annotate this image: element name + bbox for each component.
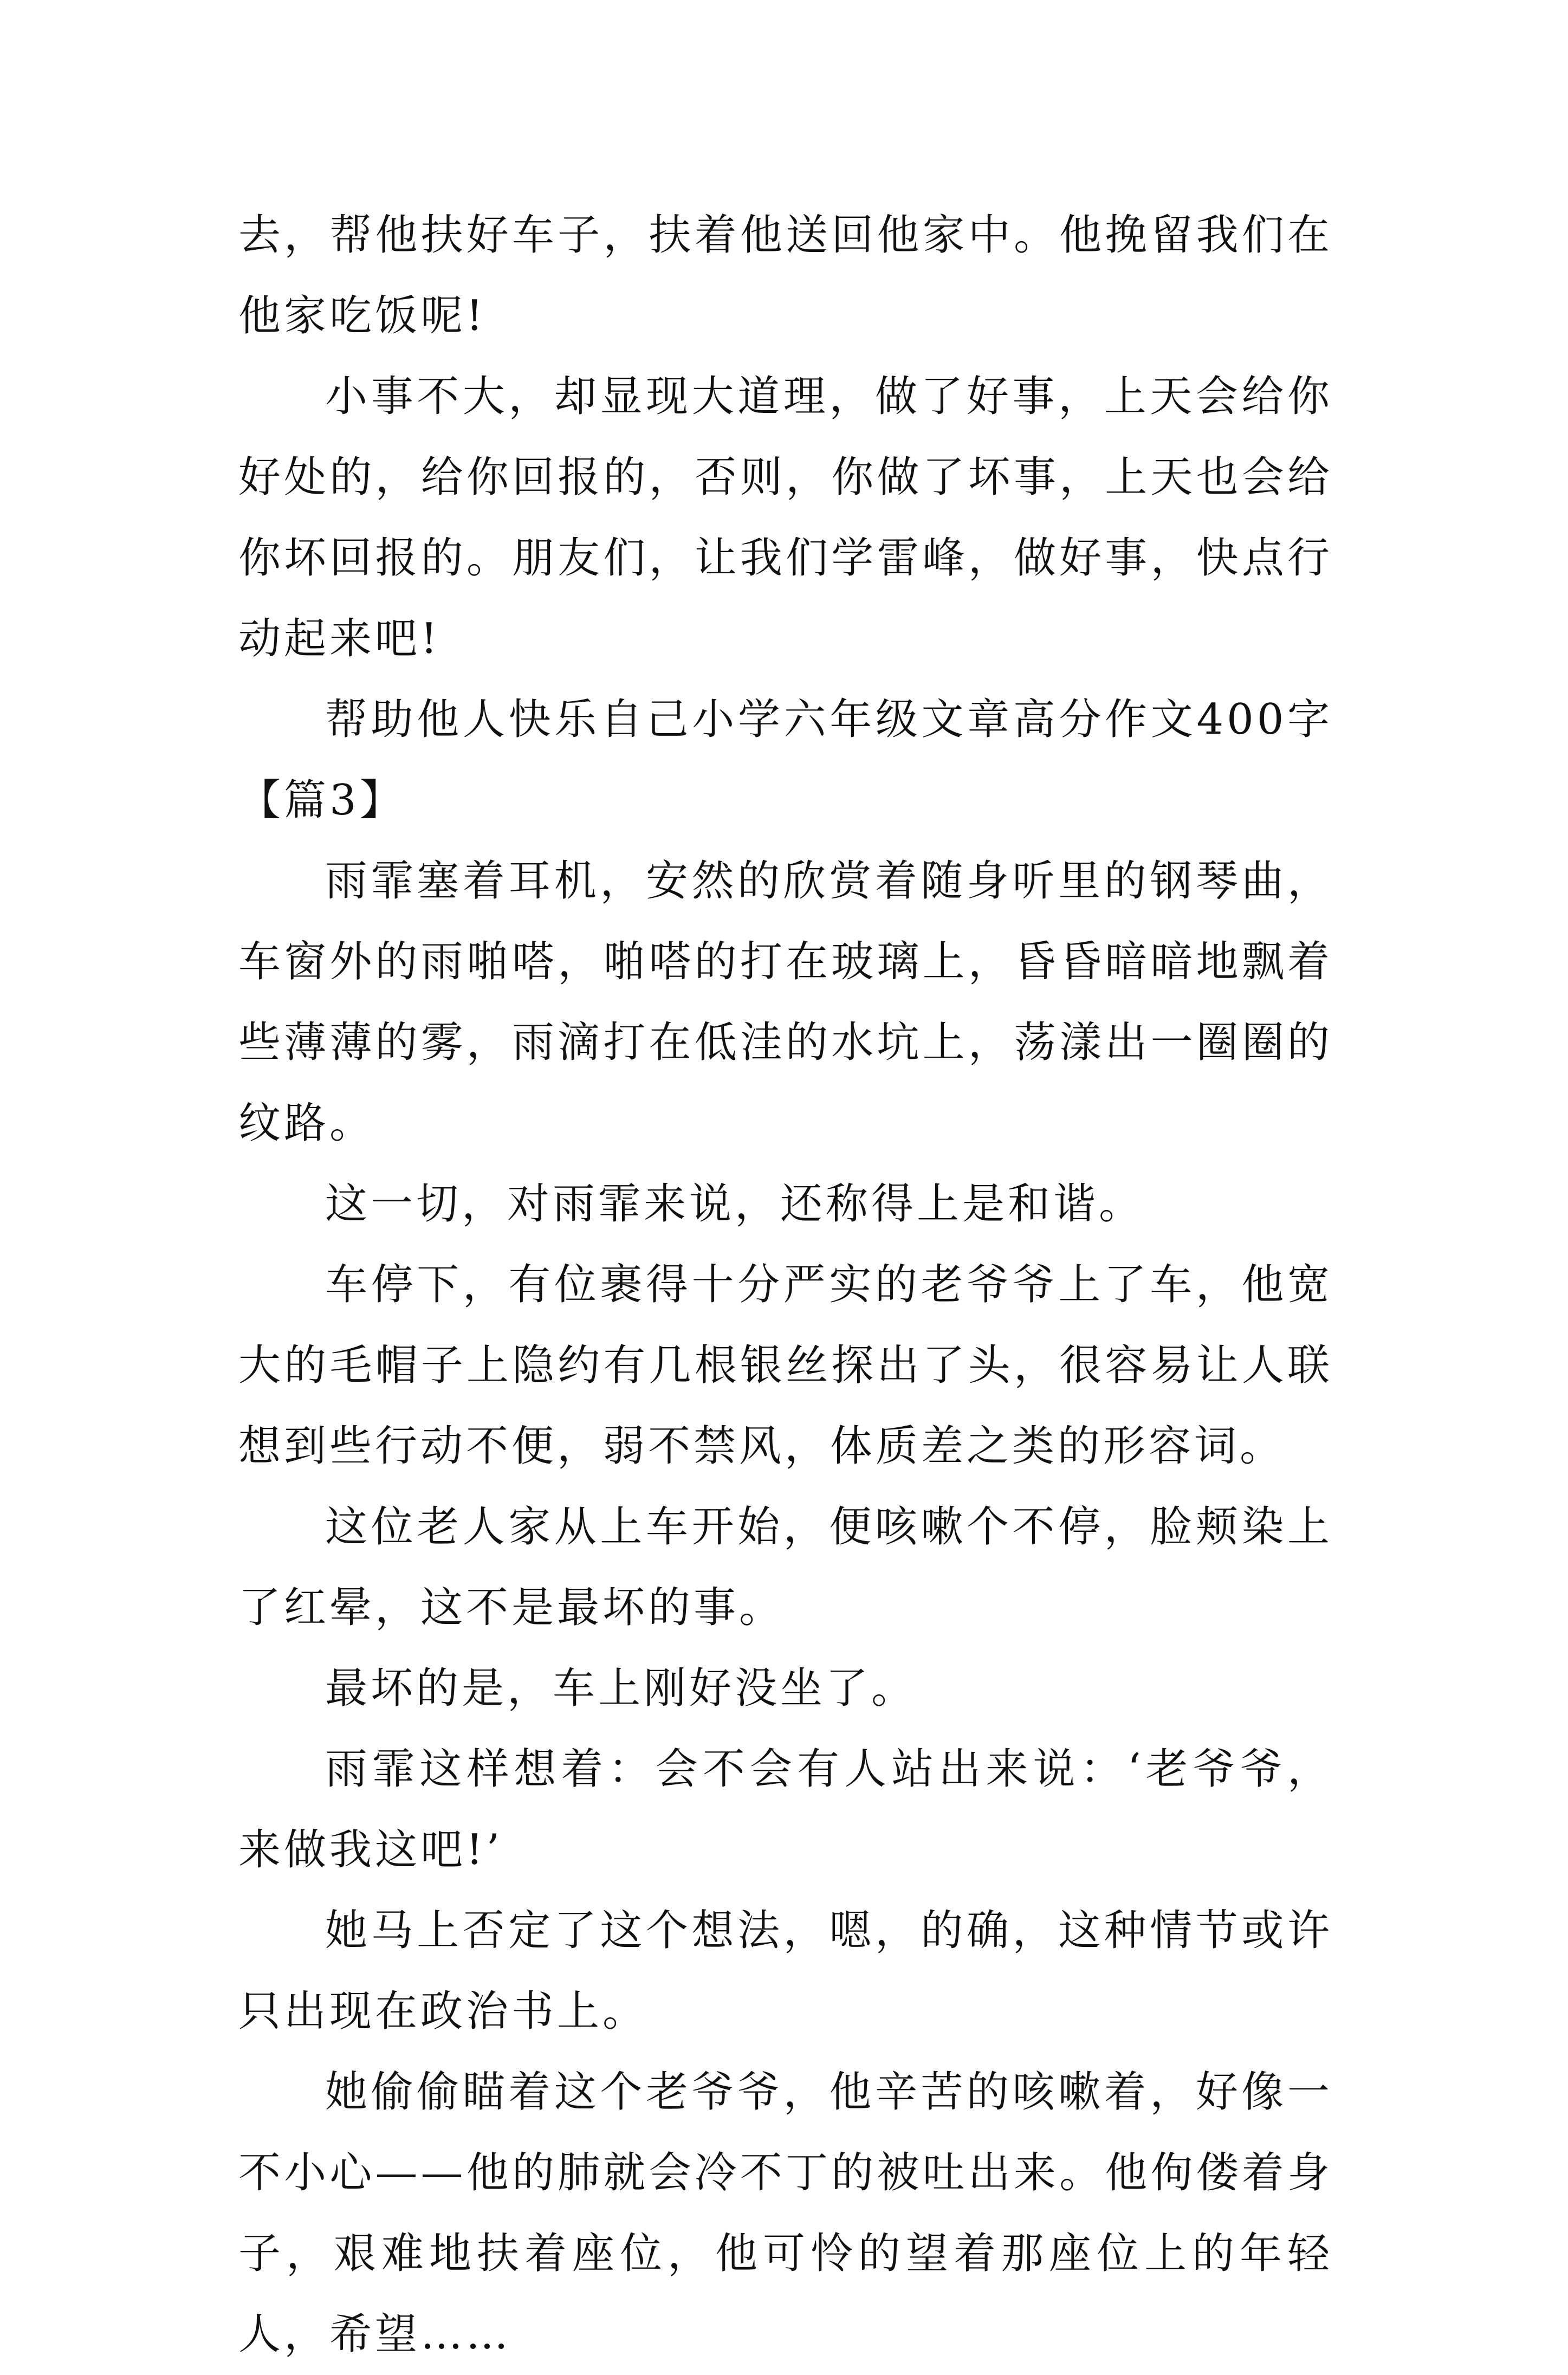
paragraph: 她马上否定了这个想法，嗯，的确，这种情节或许只出现在政治书上。 (238, 1906, 1333, 2036)
section-heading: 帮助他人快乐自己小学六年级文章高分作文400字【篇3】 (238, 695, 1333, 825)
document-body (238, 195, 1333, 2375)
paragraph: 这一切，对雨霏来说，还称得上是和谐。 (325, 1180, 1145, 1228)
paragraph: 她偷偷瞄着这个老爷爷，他辛苦的咳嗽着，好像一不小心——他的肺就会冷不丁的被吐出来。他佝偻着身子，艰难地扶着座位，他可怜的望着那座位上的年轻人，希望…… (238, 2068, 1333, 2359)
paragraph: 去，帮他扶好车子，扶着他送回他家中。他挽留我们在他家吃饭呢! (238, 211, 1333, 340)
paragraph: 小事不大，却显现大道理，做了好事，上天会给你好处的，给你回报的，否则，你做了坏事，上天也会给你坏回报的。朋友们，让我们学雷峰，做好事，快点行动起来吧! (238, 372, 1333, 663)
paragraph: 雨霏这样想着：会不会有人站出来说：‘老爷爷，来做我这吧!’ (238, 1745, 1333, 1874)
paragraph: 这位老人家从上车开始，便咳嗽个不停，脸颊染上了红晕，这不是最坏的事。 (238, 1503, 1333, 1632)
paragraph: 雨霏塞着耳机，安然的欣赏着随身听里的钢琴曲，车窗外的雨啪嗒，啪嗒的打在玻璃上，昏昏暗暗地飘着些薄薄的雾，雨滴打在低洼的水坑上，荡漾出一圈圈的纹路。 (238, 857, 1333, 1148)
paragraph: 车停下，有位裹得十分严实的老爷爷上了车，他宽大的毛帽子上隐约有几根银丝探出了头，很容易让人联想到些行动不便，弱不禁风，体质差之类的形容词。 (238, 1260, 1333, 1471)
paragraph: 最坏的是，车上刚好没坐了。 (325, 1664, 917, 1713)
